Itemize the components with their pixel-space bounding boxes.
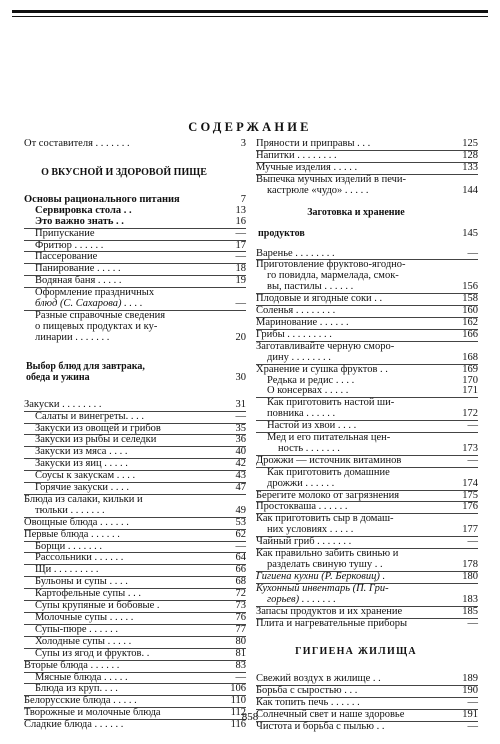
toc-entry <box>256 249 478 260</box>
toc-entry <box>256 305 478 317</box>
toc-entry-title: Мед и его питательная цен- <box>267 432 391 444</box>
toc-entry <box>24 695 246 707</box>
toc-entry-title: Как приготовить настой ши- <box>267 397 395 409</box>
toc-entry <box>24 263 246 275</box>
toc-entry <box>256 150 478 162</box>
toc-entry <box>24 624 246 636</box>
toc-entry-page: — <box>467 721 478 733</box>
toc-entry-title: Как приготовить домашние <box>267 466 390 478</box>
toc-entry-page: 68 <box>235 576 246 588</box>
toc-entry-page: 53 <box>235 516 246 528</box>
toc-entry-title: кастрюле «чудо» . . . . . <box>267 184 369 196</box>
toc-entry-title: Сладкие блюда . . . . . . <box>24 719 124 731</box>
spacer <box>24 178 246 195</box>
toc-entry-title: Овощные блюда . . . . . . <box>24 516 129 528</box>
toc-entry-title: Дрожжи — источник витаминов <box>256 454 402 466</box>
toc-entry <box>256 595 478 606</box>
toc-entry <box>256 329 478 341</box>
toc-entry-page: 7 <box>240 193 246 205</box>
toc-entry <box>256 420 478 432</box>
toc-entry <box>256 174 478 186</box>
toc-entry-title: Холодные супы . . . . . <box>35 635 132 647</box>
toc-entry-title: Бульоны и супы . . . . <box>35 576 128 588</box>
toc-entry-title: О консервах . . . . . <box>267 385 349 397</box>
toc-entry <box>24 251 246 263</box>
toc-entry <box>24 529 246 541</box>
toc-entry <box>256 364 478 376</box>
toc-entry-title: тюльки . . . . . . . <box>35 504 105 516</box>
section-heading-text: Заготовка и хранение <box>307 206 405 218</box>
toc-entry-title: Кухонный инвентарь (П. Гри- <box>256 582 389 594</box>
toc-entry-title: Салаты и винегреты. . . . <box>35 410 144 422</box>
toc-entry-page: — <box>467 247 478 259</box>
toc-entry-title: Закуски из яиц . . . . . <box>35 458 128 470</box>
toc-entry-page: 185 <box>462 605 478 617</box>
toc-entry-page: 47 <box>235 482 246 494</box>
toc-entry-page: 128 <box>462 149 478 161</box>
toc-entry-title: Рассольники . . . . . . <box>35 552 124 564</box>
toc-entry-title: Оформление праздничных <box>35 287 155 299</box>
toc-entry-page: 16 <box>235 215 246 227</box>
toc-entry <box>24 411 246 423</box>
toc-entry-page: 72 <box>235 588 246 600</box>
toc-entry <box>24 275 246 287</box>
toc-entry-title: Выпечка мучных изделий в печи- <box>256 173 406 185</box>
toc-entry-title: Вторые блюда . . . . . . <box>24 659 120 671</box>
toc-entry-title: Фритюр . . . . . . <box>35 239 104 251</box>
toc-entry-page: 42 <box>235 458 246 470</box>
toc-entry-page: 125 <box>462 138 478 149</box>
toc-entry-title: Гигиена кухни (Р. Берковиц) . <box>256 570 386 582</box>
toc-entry <box>24 434 246 446</box>
top-rule-thin <box>12 16 488 17</box>
toc-entry-title: Пряности и приправы . . . <box>256 138 371 149</box>
toc-entry-page: 17 <box>235 239 246 251</box>
toc-entry-title: Приготовление фруктово-ягодно- <box>256 259 406 271</box>
toc-entry-page: 171 <box>462 385 478 397</box>
section-heading-text: О ВКУСНОЙ И ЗДОРОВОЙ ПИЩЕ <box>41 166 207 178</box>
toc-entry-title: Грибы . . . . . . . . . <box>256 328 332 340</box>
toc-entry <box>256 571 478 583</box>
toc-entry-title: Настой из хвои . . . . <box>267 420 357 432</box>
toc-entry <box>24 588 246 600</box>
toc-entry <box>256 606 478 618</box>
toc-entry-title: Разные справочные сведения <box>35 309 166 321</box>
toc-entry-page: 112 <box>230 707 246 719</box>
toc-entry <box>24 648 246 660</box>
toc-entry-page: 168 <box>462 351 478 363</box>
toc-entry <box>24 564 246 576</box>
toc-entry-title: Борьба с сыростью . . . <box>256 685 358 697</box>
toc-entry-page: 144 <box>462 184 478 196</box>
toc-entry <box>256 386 478 397</box>
toc-entry-title: Пассерование <box>35 251 98 263</box>
toc-entry-page: — <box>235 298 246 310</box>
toc-entry-title: Соусы к закускам . . . . <box>35 470 136 482</box>
toc-entry-page: 160 <box>462 305 478 317</box>
section-heading <box>256 207 478 218</box>
toc-entry-page: — <box>235 227 246 239</box>
toc-entry-title: ность . . . . . . . <box>278 442 340 454</box>
toc-entry <box>256 455 478 467</box>
toc-entry-page: 106 <box>230 683 246 695</box>
toc-entry-page: 81 <box>235 647 246 659</box>
toc-entry-title: Сервировка стола . . <box>35 204 132 216</box>
toc-entry-title: Маринование . . . . . . <box>256 316 349 328</box>
toc-entry-title: Супы-пюре . . . . . . <box>35 623 119 635</box>
toc-entry <box>24 660 246 672</box>
toc-entry-page: 174 <box>462 477 478 489</box>
toc-entry-page: 170 <box>462 374 478 386</box>
toc-entry-title: Борщи . . . . . . . <box>35 540 102 552</box>
toc-entry-page: 166 <box>462 328 478 340</box>
toc-entry-page: 178 <box>462 559 478 570</box>
toc-entry <box>24 240 246 252</box>
toc-entry <box>256 409 478 420</box>
toc-entry-title: Блюда из салаки, кильки и <box>24 493 143 505</box>
toc-entry-title: дрожжи . . . . . . <box>267 477 335 489</box>
toc-entry-title: Чистота и борьба с пылью . . <box>256 721 385 733</box>
toc-left-column <box>24 139 246 731</box>
toc-entry-page: 40 <box>235 446 246 458</box>
section-heading-text: обеда и ужина <box>26 371 90 383</box>
toc-entry-page: — <box>235 251 246 263</box>
toc-entry <box>256 583 478 595</box>
toc-entry <box>256 162 478 174</box>
toc-entry-title: Закуски из рыбы и селедки <box>35 434 157 446</box>
toc-entry-title: Творожные и молочные блюда <box>24 707 161 719</box>
toc-entry-page: 191 <box>462 709 478 721</box>
toc-entry-title: Панирование . . . . . <box>35 263 121 275</box>
toc-entry <box>256 479 478 490</box>
toc-entry-title: Супы из ягод и фруктов. . <box>35 647 150 659</box>
spacer <box>256 197 478 207</box>
toc-entry-page: 77 <box>235 623 246 635</box>
toc-entry <box>24 506 246 517</box>
toc-entry-page: — <box>235 410 246 422</box>
toc-entry-title: линарии . . . . . . . <box>35 331 110 343</box>
toc-entry <box>24 517 246 529</box>
toc-entry-title: Редька и редис . . . . <box>267 374 355 386</box>
toc-entry-title: Напитки . . . . . . . . <box>256 149 337 161</box>
toc-entry-page: 190 <box>462 685 478 697</box>
toc-entry <box>256 674 478 685</box>
toc-entry <box>24 683 246 695</box>
toc-entry-title: Соленья . . . . . . . . <box>256 305 336 317</box>
toc-entry-page: 158 <box>462 293 478 305</box>
section-heading-page: 145 <box>462 227 478 239</box>
toc-entry <box>256 697 478 709</box>
toc-entry-title: Припускание <box>35 227 95 239</box>
toc-entry-title: Плодовые и ягодные соки . . <box>256 293 383 305</box>
toc-entry-page: 64 <box>235 552 246 564</box>
toc-entry-page: 162 <box>462 316 478 328</box>
toc-entry-title: Белорусские блюда . . . . . <box>24 695 137 707</box>
toc-entry-page: 156 <box>462 281 478 293</box>
toc-entry-page: 49 <box>235 504 246 516</box>
toc-entry-page: 13 <box>235 204 246 216</box>
toc-entry <box>24 552 246 564</box>
toc-entry-title: них условиях . . . . . <box>267 524 354 536</box>
spacer <box>24 344 246 361</box>
toc-entry-page: — <box>467 617 478 629</box>
toc-entry <box>256 618 478 630</box>
toc-entry-title: От составителя . . . . . . . <box>24 138 130 149</box>
toc-entry-page: 180 <box>462 570 478 582</box>
toc-entry <box>256 353 478 364</box>
toc-entry-title: Это важно знать . . <box>35 215 124 227</box>
toc-entry-title: Заготавливайте черную сморо- <box>256 340 395 352</box>
toc-entry <box>24 576 246 588</box>
toc-entry-title: Берегите молоко от загрязнения <box>256 489 400 501</box>
section-heading-text: Выбор блюд для завтрака, <box>26 360 145 372</box>
toc-entry-page: 66 <box>235 564 246 576</box>
toc-entry-page: — <box>235 540 246 552</box>
toc-entry-page: — <box>467 454 478 466</box>
toc-entry-title: Закуски из мяса . . . . <box>35 446 128 458</box>
toc-entry-title: Молочные супы . . . . . <box>35 612 134 623</box>
spacer <box>256 629 478 646</box>
toc-entry-page: 76 <box>235 612 246 623</box>
toc-entry <box>24 217 246 228</box>
toc-entry <box>256 536 478 548</box>
toc-entry-title: дину . . . . . . . . <box>267 351 331 363</box>
toc-entry-title: Варенье . . . . . . . . <box>256 247 335 259</box>
toc-entry <box>24 470 246 482</box>
spacer <box>256 657 478 674</box>
toc-entry-page: 3 <box>240 138 246 149</box>
section-heading <box>256 228 478 239</box>
section-heading-page: 30 <box>235 371 246 383</box>
section-heading <box>256 646 478 657</box>
toc-entry <box>256 501 478 513</box>
toc-entry <box>256 341 478 353</box>
section-heading-text: ГИГИЕНА ЖИЛИЩА <box>295 646 417 658</box>
toc-entry-title: повника . . . . . . <box>267 408 336 420</box>
toc-entry-page: 20 <box>235 331 246 343</box>
toc-entry <box>24 299 246 310</box>
toc-entry-title: о пищевых продуктах и ку- <box>35 320 158 332</box>
toc-entry <box>256 317 478 329</box>
toc-entry <box>24 139 246 150</box>
toc-right-column <box>256 139 478 733</box>
toc-entry <box>24 612 246 624</box>
toc-entry-page: 110 <box>230 695 246 707</box>
toc-entry-page: 172 <box>462 408 478 420</box>
toc-entry-title: блюд (С. Сахарова) . . . . <box>35 298 143 310</box>
toc-entry-title: Свежий воздух в жилище . . <box>256 673 381 685</box>
toc-entry-page: 36 <box>235 434 246 446</box>
toc-entry-page: 62 <box>235 528 246 540</box>
spacer <box>256 218 478 228</box>
toc-entry-title: горьев) . . . . . . . <box>267 593 336 605</box>
toc-entry <box>24 600 246 612</box>
toc-entry-page: 43 <box>235 470 246 482</box>
toc-entry <box>24 446 246 458</box>
toc-entry-page: 169 <box>462 363 478 375</box>
page-title: СОДЕРЖАНИЕ <box>188 120 312 134</box>
spacer <box>24 383 246 400</box>
toc-entry <box>256 467 478 479</box>
toc-entry-title: Простокваша . . . . . . <box>256 501 348 513</box>
toc-entry-title: Мучные изделия . . . . . <box>256 161 358 173</box>
toc-entry <box>256 444 478 455</box>
toc-entry-title: Горячие закуски . . . . <box>35 482 130 494</box>
toc-entry-title: Солнечный свет и наше здоровье <box>256 709 405 721</box>
toc-entry-page: 175 <box>462 489 478 501</box>
section-heading-text: продуктов <box>258 227 305 239</box>
toc-entry <box>256 560 478 571</box>
toc-entry <box>24 458 246 470</box>
section-heading <box>24 372 246 383</box>
toc-entry-page: 116 <box>230 719 246 731</box>
toc-entry-title: Хранение и сушка фруктов . . <box>256 363 388 375</box>
toc-entry-page: — <box>467 420 478 432</box>
section-heading <box>24 361 246 372</box>
toc-entry-title: Основы рационального питания <box>24 193 180 205</box>
toc-entry-page: 177 <box>462 524 478 536</box>
toc-entry-title: Закуски из овощей и грибов <box>35 422 161 434</box>
toc-entry-page: — <box>235 671 246 683</box>
toc-entry-title: Как приготовить сыр в домаш- <box>256 513 394 525</box>
toc-entry-title: Мясные блюда . . . . . <box>35 671 128 683</box>
toc-entry-title: Как правильно забить свинью и <box>256 548 399 560</box>
toc-entry-title: Первые блюда . . . . . . <box>24 528 120 540</box>
toc-entry-page: 18 <box>235 263 246 275</box>
toc-entry-page: 31 <box>235 398 246 410</box>
toc-entry <box>256 525 478 536</box>
toc-entry <box>24 228 246 240</box>
toc-entry-page: — <box>467 697 478 709</box>
toc-entry <box>24 400 246 411</box>
toc-entry-title: Плита и нагревательные приборы <box>256 617 408 629</box>
toc-entry-title: Водяная баня . . . . . <box>35 275 122 287</box>
toc-entry <box>256 685 478 697</box>
toc-entry-title: Супы крупяные и бобовые . <box>35 600 160 612</box>
toc-entry-title: Блюда из круп. . . . <box>35 683 118 695</box>
spacer <box>24 150 246 167</box>
toc-entry-title: Закуски . . . . . . . . <box>24 398 102 410</box>
toc-entry-page: 133 <box>462 161 478 173</box>
toc-entry-title: го повидла, мармелада, смок- <box>267 270 399 282</box>
toc-entry-title: разделать свиную тушу . . <box>267 559 383 570</box>
toc-entry-page: — <box>467 536 478 548</box>
toc-entry-page: 35 <box>235 422 246 434</box>
toc-entry-page: 73 <box>235 600 246 612</box>
toc-entry <box>256 293 478 305</box>
toc-entry <box>24 541 246 553</box>
toc-entry <box>256 282 478 293</box>
toc-entry-page: 183 <box>462 593 478 605</box>
toc-entry <box>24 423 246 435</box>
toc-entry <box>256 186 478 197</box>
toc-entry <box>24 482 246 494</box>
section-heading <box>24 167 246 178</box>
toc-entry <box>24 333 246 344</box>
toc-entry-page: 19 <box>235 275 246 287</box>
toc-entry-title: Запасы продуктов и их хранение <box>256 605 403 617</box>
toc-entry-title: вы, пастилы . . . . . . <box>267 281 354 293</box>
toc-entry <box>24 672 246 684</box>
toc-entry-title: Щи . . . . . . . . . <box>35 564 99 576</box>
toc-entry-page: 176 <box>462 501 478 513</box>
toc-entry-page: 83 <box>235 659 246 671</box>
top-rule-thick <box>12 10 488 13</box>
toc-entry <box>256 139 478 150</box>
toc-entry-title: Как топить печь . . . . . . <box>256 697 360 709</box>
toc-entry-title: Картофельные супы . . . <box>35 588 141 600</box>
toc-entry-page: 173 <box>462 442 478 454</box>
toc-entry-title: Чайный гриб . . . . . . . <box>256 536 352 548</box>
page-number: 858 <box>241 711 259 723</box>
toc-entry-page: 189 <box>462 673 478 685</box>
toc-entry <box>24 636 246 648</box>
toc-entry-page: 80 <box>235 635 246 647</box>
toc-entry <box>256 490 478 502</box>
